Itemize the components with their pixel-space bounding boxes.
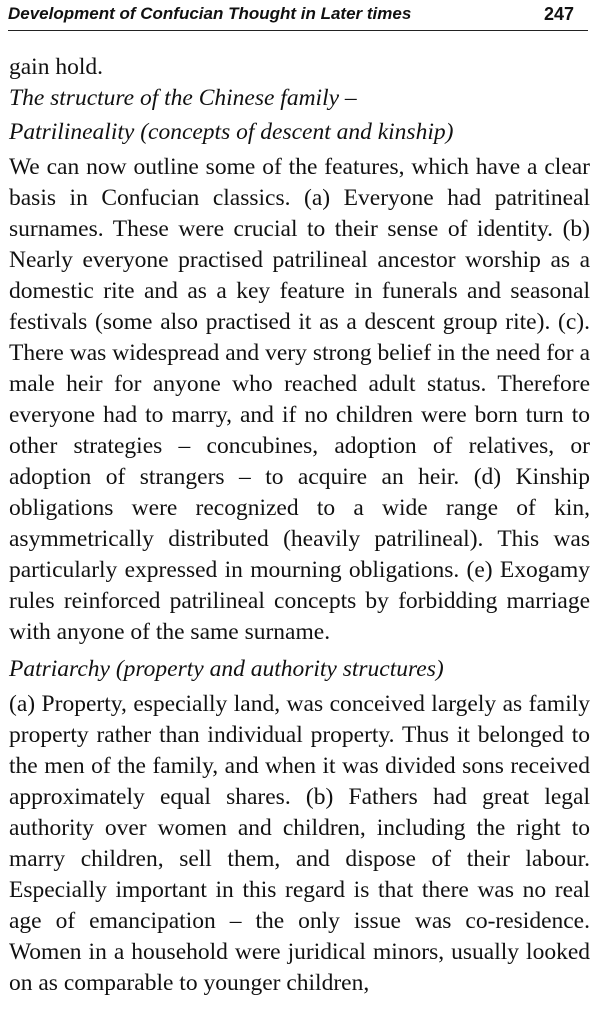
patriarchy-paragraph: (a) Property, especially land, was conceived largely as family property rather than individual property. Thus it belonged to the men of the family, and when it was divided sons received approximately equal shares. (b) Fathers had great legal authority over women and children, including the right to marry children, sell them, and dispose of their labour. Especially important in this regard is that there was no real age of emancipation – the only issue was co-residence. Women in a household were juridical minors, usually looked on as comparable to younger children, bbox=[9, 691, 590, 996]
header-rule bbox=[8, 30, 588, 31]
body-text bbox=[9, 52, 590, 999]
patrilineality-paragraph: We can now outline some of the features, which have a clear basis in Confucian classics. (a) Everyone had patritineal surnames. These were crucial to their sense of identity. (b) Nearly everyone practised patrilineal ancestor worship as a domestic rite and as a key feature in funerals and seasonal festivals (some also practised it as a descent group rite). (c). There was widespread and very strong belief in the need for a male heir for anyone who reached adult status. Therefore everyone had to marry, and if no children were born turn to other strategies – concubines, adoption of relatives, or adoption of strangers – to acquire an heir. (d) Kinship obligations were recognized to a wide range of kin, asymmetrically distributed (heavily patrilineal). This was particularly expressed in mourning obligations. (e) Exogamy rules reinforced patrilineal concepts by forbidding marriage with anyone of the same surname. bbox=[9, 154, 590, 645]
patrilineality-heading: Patrilineality (concepts of descent and kinship) bbox=[9, 119, 454, 145]
running-title: Development of Confucian Thought in Later times bbox=[8, 4, 412, 23]
section-heading: The structure of the Chinese family – bbox=[9, 85, 357, 111]
patriarchy-heading: Patriarchy (property and authority structures) bbox=[9, 656, 444, 682]
continued-text: gain hold. bbox=[9, 54, 103, 80]
running-header bbox=[8, 2, 588, 28]
page-number: 247 bbox=[543, 4, 574, 24]
